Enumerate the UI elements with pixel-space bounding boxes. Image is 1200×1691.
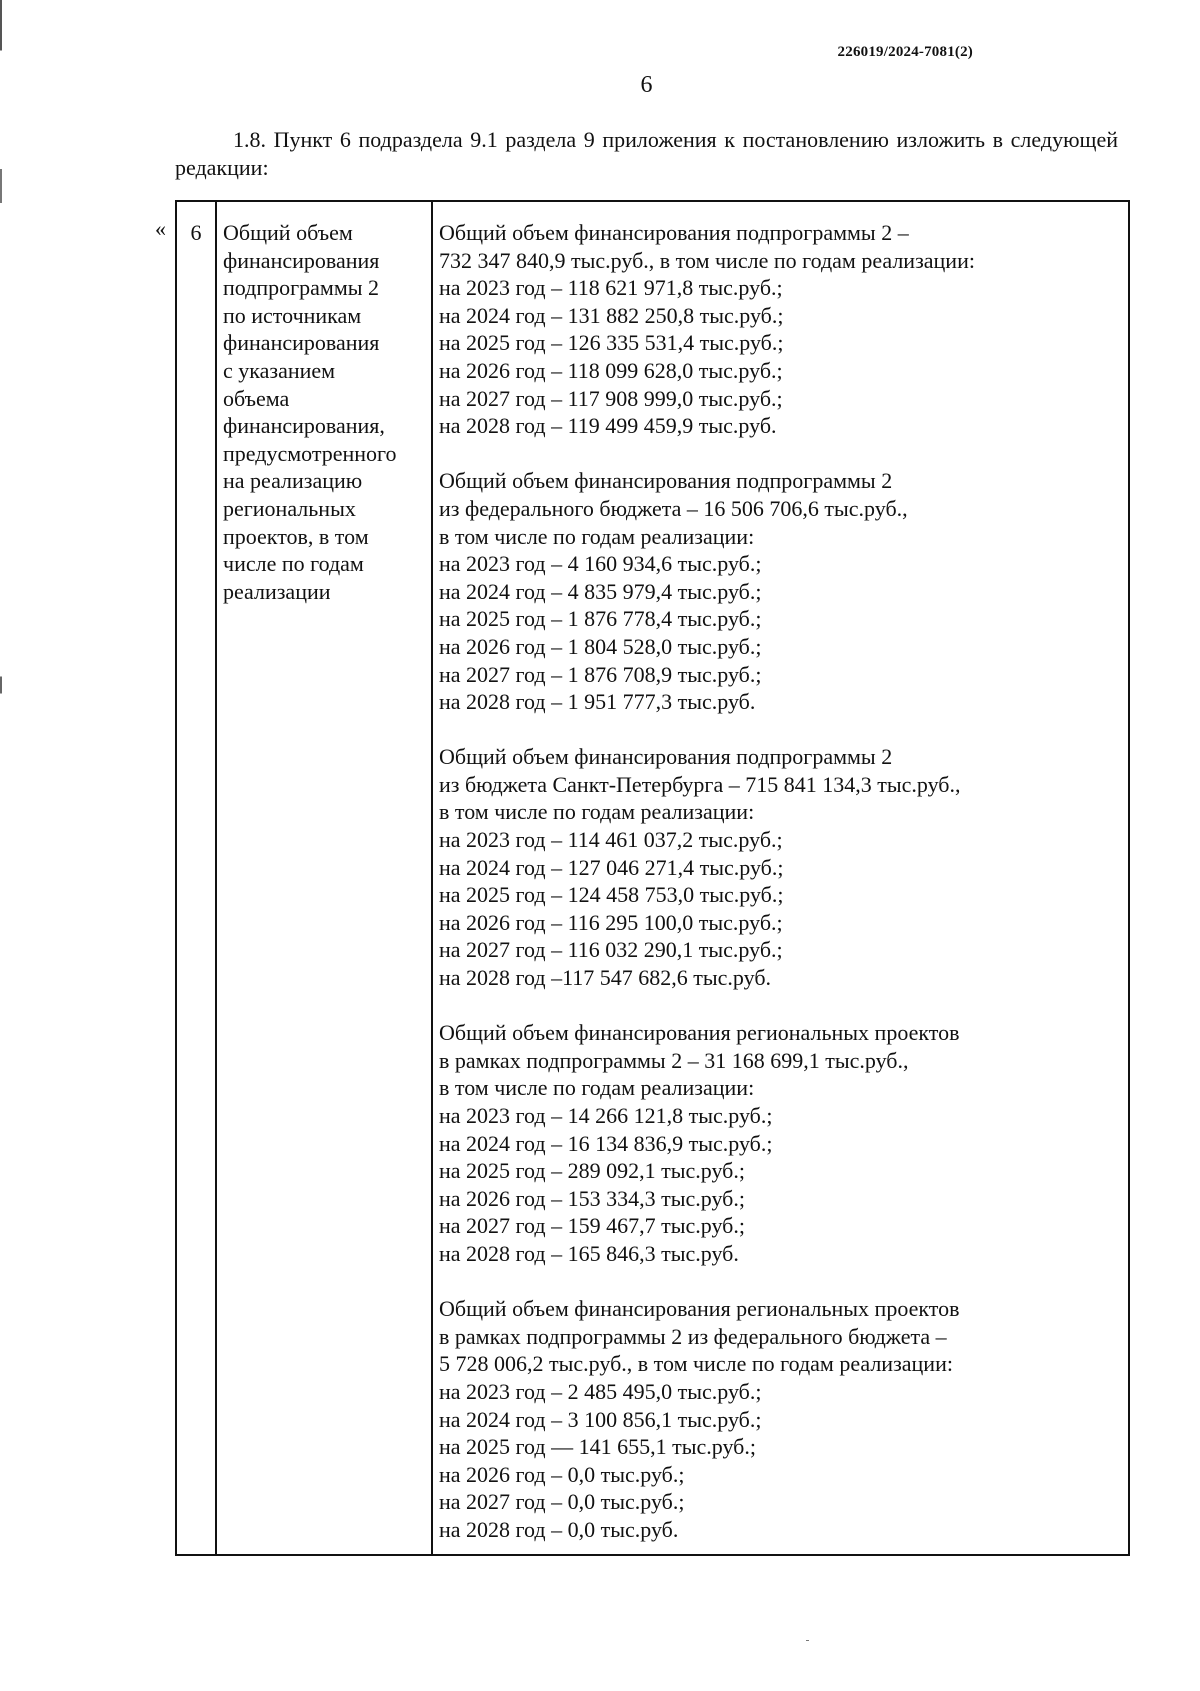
financing-line: в том числе по годам реализации: bbox=[439, 1075, 755, 1101]
financing-line: в рамках подпрограммы 2 из федерального бюджета – bbox=[439, 1323, 947, 1349]
financing-line: 732 347 840,9 тыс.руб., в том числе по годам реализации: bbox=[439, 247, 975, 273]
label-line: реализации bbox=[223, 578, 331, 604]
financing-line: из бюджета Санкт-Петербурга – 715 841 134,3 тыс.руб., bbox=[439, 771, 961, 797]
financing-line: на 2023 год – 114 461 037,2 тыс.руб.; bbox=[439, 827, 783, 853]
label-line: объема bbox=[223, 385, 290, 411]
label-line: финансирования bbox=[223, 330, 380, 356]
opening-quote: « bbox=[155, 216, 166, 241]
financing-line: на 2026 год – 0,0 тыс.руб.; bbox=[439, 1461, 685, 1487]
financing-line: в том числе по годам реализации: bbox=[439, 799, 755, 825]
financing-line: 5 728 006,2 тыс.руб., в том числе по годам реализации: bbox=[439, 1351, 953, 1377]
financing-line: на 2026 год – 153 334,3 тыс.руб.; bbox=[439, 1185, 745, 1211]
label-line: региональных bbox=[223, 495, 356, 521]
label-line: на реализацию bbox=[223, 468, 363, 494]
row-number-cell bbox=[176, 201, 216, 1555]
label-line: проектов, в том bbox=[223, 523, 369, 549]
financing-line: на 2023 год – 118 621 971,8 тыс.руб.; bbox=[439, 275, 783, 301]
financing-block bbox=[439, 467, 1122, 715]
financing-details bbox=[439, 219, 1122, 1544]
row-label bbox=[223, 219, 425, 605]
financing-line: на 2026 год – 116 295 100,0 тыс.руб.; bbox=[439, 909, 783, 935]
label-line: предусмотренного bbox=[223, 440, 397, 466]
financing-line: на 2024 год – 127 046 271,4 тыс.руб.; bbox=[439, 854, 784, 880]
label-line: финансирования, bbox=[223, 413, 385, 439]
financing-line: на 2027 год – 116 032 290,1 тыс.руб.; bbox=[439, 937, 783, 963]
financing-block bbox=[439, 1019, 1122, 1267]
financing-line: на 2027 год – 117 908 999,0 тыс.руб.; bbox=[439, 385, 783, 411]
financing-line: на 2024 год – 131 882 250,8 тыс.руб.; bbox=[439, 302, 784, 328]
label-line: Общий объем bbox=[223, 220, 353, 245]
financing-line: на 2023 год – 2 485 495,0 тыс.руб.; bbox=[439, 1378, 762, 1404]
financing-line: в том числе по годам реализации: bbox=[439, 523, 755, 549]
financing-line: Общий объем финансирования подпрограммы 2 bbox=[439, 468, 893, 494]
row-number: 6 bbox=[190, 220, 202, 245]
financing-line: на 2028 год –117 547 682,6 тыс.руб. bbox=[439, 965, 772, 991]
financing-line: на 2026 год – 118 099 628,0 тыс.руб.; bbox=[439, 357, 783, 383]
scan-edge bbox=[0, 0, 2, 1691]
document-number: 226019/2024-7081(2) bbox=[837, 44, 973, 60]
financing-block bbox=[439, 743, 1122, 991]
financing-line: на 2025 год – 289 092,1 тыс.руб.; bbox=[439, 1158, 745, 1184]
financing-line: на 2024 год – 3 100 856,1 тыс.руб.; bbox=[439, 1406, 762, 1432]
financing-line: Общий объем финансирования подпрограммы 2 – bbox=[439, 220, 909, 245]
financing-line: на 2028 год – 165 846,3 тыс.руб. bbox=[439, 1240, 739, 1266]
financing-line: Общий объем финансирования подпрограммы 2 bbox=[439, 744, 893, 770]
scan-speck bbox=[806, 1640, 809, 1641]
financing-line: на 2027 год – 0,0 тыс.руб.; bbox=[439, 1489, 685, 1515]
financing-line: на 2023 год – 4 160 934,6 тыс.руб.; bbox=[439, 551, 762, 577]
label-line: с указанием bbox=[223, 357, 336, 383]
financing-table bbox=[175, 200, 1130, 1556]
label-line: числе по годам bbox=[223, 551, 364, 577]
label-line: подпрограммы 2 bbox=[223, 275, 380, 301]
row-label-cell bbox=[216, 201, 432, 1555]
financing-line: на 2025 год — 141 655,1 тыс.руб.; bbox=[439, 1434, 756, 1460]
financing-block bbox=[439, 219, 1122, 440]
financing-line: на 2027 год – 159 467,7 тыс.руб.; bbox=[439, 1213, 745, 1239]
label-line: финансирования bbox=[223, 247, 380, 273]
financing-line: на 2025 год – 124 458 753,0 тыс.руб.; bbox=[439, 882, 784, 908]
financing-line: на 2025 год – 1 876 778,4 тыс.руб.; bbox=[439, 606, 762, 632]
financing-line: на 2026 год – 1 804 528,0 тыс.руб.; bbox=[439, 633, 762, 659]
financing-line: на 2024 год – 16 134 836,9 тыс.руб.; bbox=[439, 1130, 773, 1156]
financing-line: на 2023 год – 14 266 121,8 тыс.руб.; bbox=[439, 1103, 773, 1128]
financing-line: в рамках подпрограммы 2 – 31 168 699,1 тыс.руб., bbox=[439, 1047, 909, 1073]
financing-line: на 2028 год – 0,0 тыс.руб. bbox=[439, 1516, 679, 1542]
financing-line: Общий объем финансирования региональных проектов bbox=[439, 1296, 960, 1322]
intro-paragraph: 1.8. Пункт 6 подраздела 9.1 раздела 9 приложения к постановлению изложить в следующей редакции: bbox=[175, 127, 1118, 180]
financing-line: на 2025 год – 126 335 531,4 тыс.руб.; bbox=[439, 330, 784, 356]
financing-line: на 2024 год – 4 835 979,4 тыс.руб.; bbox=[439, 578, 762, 604]
row-content-cell bbox=[432, 201, 1129, 1555]
financing-block bbox=[439, 1295, 1122, 1543]
financing-line: Общий объем финансирования региональных проектов bbox=[439, 1020, 960, 1046]
financing-line: на 2028 год – 119 499 459,9 тыс.руб. bbox=[439, 413, 777, 439]
financing-line: на 2028 год – 1 951 777,3 тыс.руб. bbox=[439, 689, 756, 715]
financing-line: на 2027 год – 1 876 708,9 тыс.руб.; bbox=[439, 661, 762, 687]
table-row bbox=[176, 201, 1129, 1555]
page-number: 6 bbox=[640, 72, 653, 98]
label-line: по источникам bbox=[223, 302, 362, 328]
financing-line: из федерального бюджета – 16 506 706,6 тыс.руб., bbox=[439, 495, 908, 521]
